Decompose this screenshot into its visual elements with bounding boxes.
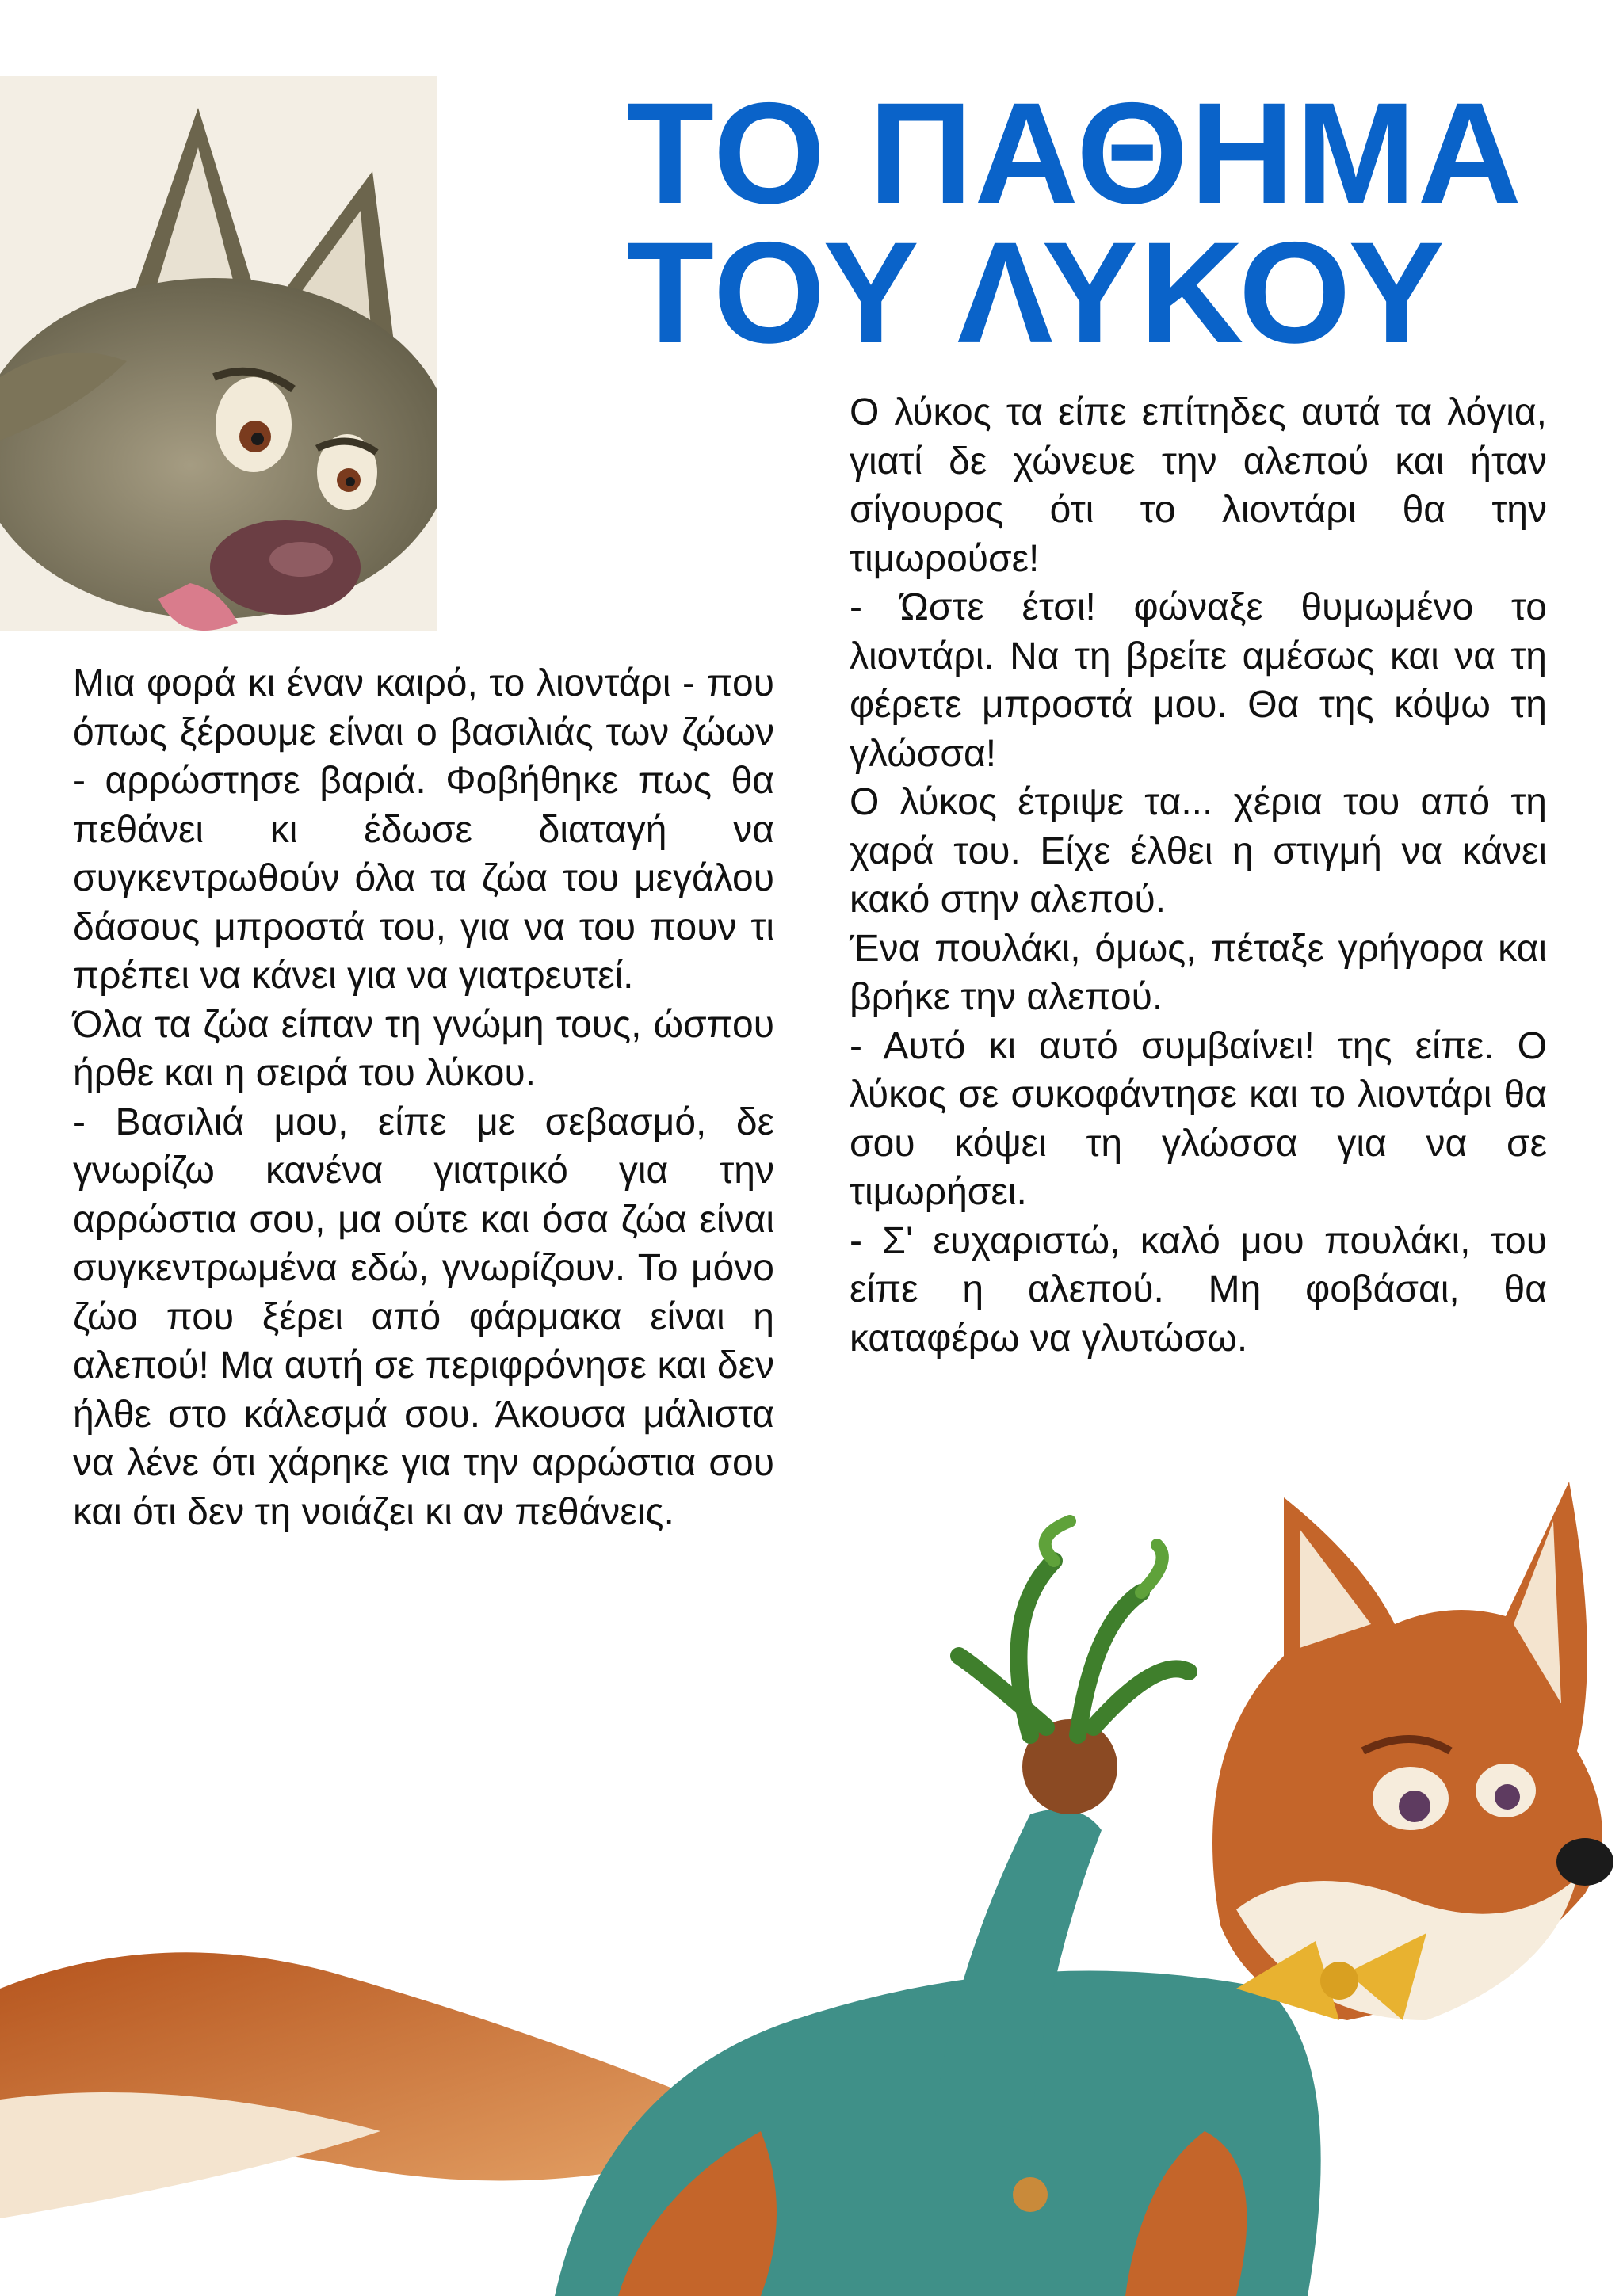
page-title (626, 72, 1524, 373)
title-line-2: ΤΟΥ ΛΥΚΟΥ (626, 212, 1446, 373)
title-line-1: ΤΟ ΠΑΘΗΜΑ (626, 72, 1524, 234)
story-paragraph: - Ώστε έτσι! φώναξε θυμωμένο το λιοντάρι. Να τη βρείτε αμέσως και να τη φέρετε μπροστά μου. Θα της κόψω τη γλώσσα! (850, 586, 1547, 775)
wolf-illustration (0, 76, 437, 631)
story-column-left (67, 659, 781, 1544)
story-column-right (850, 388, 1547, 1363)
fox-illustration (0, 1418, 1623, 2296)
story-paragraph: - Αυτό κι αυτό συμβαίνει! της είπε. Ο λύκος σε συκοφάντησε και το λιοντάρι θα σου κόψει τη γλώσσα για να σε τιμωρήσει. (850, 1024, 1547, 1213)
story-paragraph: Ο λύκος τα είπε επίτηδες αυτά τα λόγια, γιατί δε χώνευε την αλεπού και ήταν σίγουρος ότι το λιοντάρι θα την τιμωρούσε! (850, 391, 1547, 580)
story-paragraph: Ο λύκος έτριψε τα... χέρια του από τη χαρά του. Είχε έλθει η στιγμή να κάνει κακό στην αλεπού. (850, 781, 1547, 921)
story-paragraph: - Βασιλιά μου, είπε με σεβασμό, δε γνωρίζω κανένα γιατρικό για την αρρώστια σου, μα ούτε και όσα ζώα είναι συγκεντρωμένα εδώ, γνωρίζουν. Το μόνο ζώο που ξέρει από φάρμακα είναι η αλεπού! Μα αυτή σε περιφρόνησε και δεν ήλθε στο κάλεσμά σου. Άκουσα μάλιστα να λένε ότι χάρηκε για την αρρώστια σου και ότι δεν τη νοιάζει κι αν πεθάνεις. (73, 1100, 774, 1533)
story-paragraph: Ένα πουλάκι, όμως, πέταξε γρήγορα και βρήκε την αλεπού. (850, 927, 1547, 1018)
story-paragraph: Όλα τα ζώα είπαν τη γνώμη τους, ώσπου ήρθε και η σειρά του λύκου. (73, 1003, 774, 1094)
story-paragraph: - Σ' ευχαριστώ, καλό μου πουλάκι, του είπε η αλεπού. Μη φοβάσαι, θα καταφέρω να γλυτώσω. (850, 1219, 1547, 1360)
story-paragraph: Μια φορά κι έναν καιρό, το λιοντάρι - που όπως ξέρουμε είναι ο βασιλιάς των ζώων - αρρώστησε βαριά. Φοβήθηκε πως θα πεθάνει κι έδωσε διαταγή να συγκεντρωθούν όλα τα ζώα του μεγάλου δάσους μπροστά του, για να του πουν τι πρέπει να κάνει για να γιατρευτεί. (73, 662, 774, 997)
